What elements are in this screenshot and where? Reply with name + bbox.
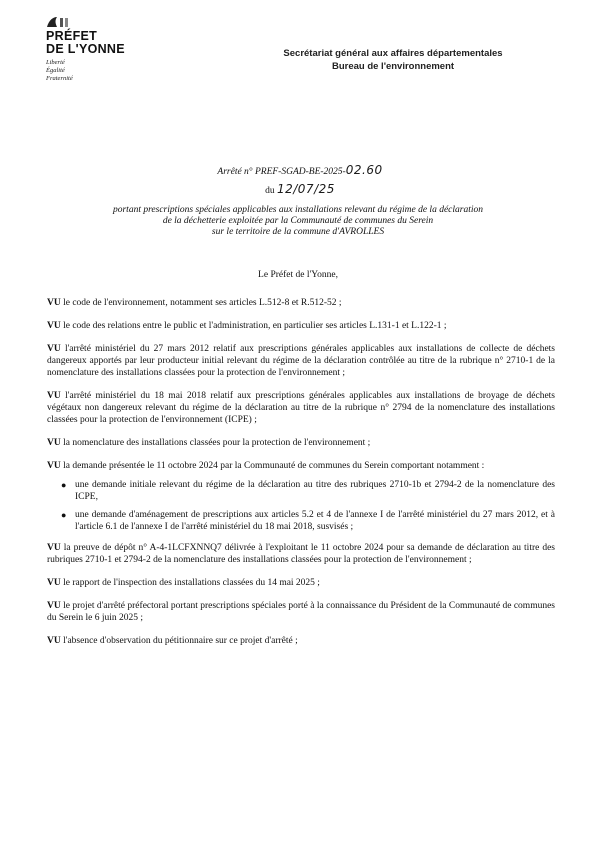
vu-text: l'absence d'observation du pétitionnaire sur ce projet d'arrêté ; xyxy=(60,636,298,646)
document-body xyxy=(47,297,555,658)
vu-paragraph xyxy=(47,320,555,332)
vu-paragraph xyxy=(47,460,555,472)
subject-line-2: de la déchetterie exploitée par la Communauté de communes du Serein xyxy=(162,216,434,226)
vu-keyword: VU xyxy=(47,543,61,553)
bullet-icon: ● xyxy=(61,510,67,520)
issuing-service xyxy=(228,47,558,73)
list-item-text: une demande d'aménagement de prescriptions aux articles 5.2 et 4 de l'annexe I de l'arrêté ministériel du 27 mars 2012, et à l'article 6.1 de l'annexe I de l'arrêté ministériel du 18 mai 2018, susvisés ; xyxy=(75,510,555,532)
vu-text: le rapport de l'inspection des installations classées du 14 mai 2025 ; xyxy=(60,578,320,588)
subject-line-1: portant prescriptions spéciales applicables aux installations relevant du régime de la déclaration xyxy=(112,205,483,215)
republic-motto xyxy=(46,59,176,83)
arrete-number-handwritten: 02.60 xyxy=(345,163,383,177)
arrete-subject xyxy=(48,205,548,238)
prefet-title-line1: PRÉFET xyxy=(46,29,98,43)
motto-egalite: Égalité xyxy=(46,67,65,74)
vu-text: la nomenclature des installations classées pour la protection de l'environnement ; xyxy=(60,438,371,448)
prefecture-logo xyxy=(46,16,176,83)
service-line-1: Secrétariat général aux affaires départementales xyxy=(283,48,503,59)
motto-liberte: Liberté xyxy=(46,59,65,66)
prefet-intro: Le Préfet de l'Yonne, xyxy=(258,270,338,280)
vu-text: le projet d'arrêté préfectoral portant prescriptions spéciales porté à la connaissance du Président de la Communauté de communes du Serein le 6 juin 2025 ; xyxy=(47,601,555,623)
vu-keyword: VU xyxy=(47,391,61,401)
vu-keyword: VU xyxy=(47,636,61,646)
arrete-reference xyxy=(60,165,540,197)
list-item xyxy=(61,479,555,503)
vu-keyword: VU xyxy=(47,461,61,471)
vu-text: le code de l'environnement, notamment ses articles L.512-8 et R.512-52 ; xyxy=(60,298,342,308)
arrete-date-prefix: du xyxy=(265,186,275,196)
subject-line-3: sur le territoire de la commune d'AVROLLES xyxy=(211,227,385,237)
vu-keyword: VU xyxy=(47,298,61,308)
bullet-icon: ● xyxy=(61,480,67,490)
vu-text: le code des relations entre le public et l'administration, en particulier ses articles L.131-1 et L.122-1 ; xyxy=(60,321,447,331)
list-item-text: une demande initiale relevant du régime de la déclaration au titre des rubriques 2710-1b et 2794-2 de la nomenclature des ICPE, xyxy=(75,480,555,502)
arrete-date xyxy=(60,184,540,197)
arrete-date-handwritten: 12/07/25 xyxy=(276,182,335,196)
vu-text: l'arrêté ministériel du 27 mars 2012 relatif aux prescriptions générales applicables aux installations de collecte de déchets dangereux apportés par leur producteur initial relevant du régime de la déclaration contrôlée au titre de la rubrique n° 2710-1 de la nomenclature des installations classées pour la protection de l'environnement ; xyxy=(47,344,555,378)
vu-paragraph xyxy=(47,297,555,309)
vu-paragraph xyxy=(47,437,555,449)
vu-paragraph xyxy=(47,577,555,589)
vu-keyword: VU xyxy=(47,321,61,331)
arrete-number-prefix: Arrêté n° PREF-SGAD-BE-2025- xyxy=(217,167,346,177)
service-line-2: Bureau de l'environnement xyxy=(331,61,455,72)
vu-paragraph xyxy=(47,390,555,426)
vu-keyword: VU xyxy=(47,438,61,448)
motto-fraternite: Fraternité xyxy=(46,75,73,82)
vu-keyword: VU xyxy=(47,578,61,588)
request-contents-list xyxy=(47,479,555,533)
vu-paragraph xyxy=(47,343,555,379)
vu-paragraph xyxy=(47,542,555,566)
vu-text: la demande présentée le 11 octobre 2024 par la Communauté de communes du Serein comportant notamment : xyxy=(60,461,485,471)
vu-paragraph xyxy=(47,635,555,647)
vu-keyword: VU xyxy=(47,344,61,354)
vu-text: la preuve de dépôt n° A-4-1LCFXNNQ7 délivrée à l'exploitant le 11 octobre 2024 pour sa demande de déclaration au titre des rubriques 2710-1 et 2794-2 de la nomenclature des installations classées pour la protection de l'environnement ; xyxy=(47,543,555,565)
marianne-logo-icon xyxy=(46,16,72,28)
arrete-number xyxy=(60,165,540,178)
vu-paragraph xyxy=(47,600,555,624)
vu-text: l'arrêté ministériel du 18 mai 2018 relatif aux prescriptions générales applicables aux installations de broyage de déchets végétaux non dangereux relevant du régime de la déclaration au titre de la rubrique n° 2794 de la nomenclature des installations classées pour la protection de l'environnement (ICPE) ; xyxy=(47,391,555,425)
prefet-title-line2: DE L'YONNE xyxy=(46,42,125,56)
list-item xyxy=(61,509,555,533)
vu-keyword: VU xyxy=(47,601,61,611)
